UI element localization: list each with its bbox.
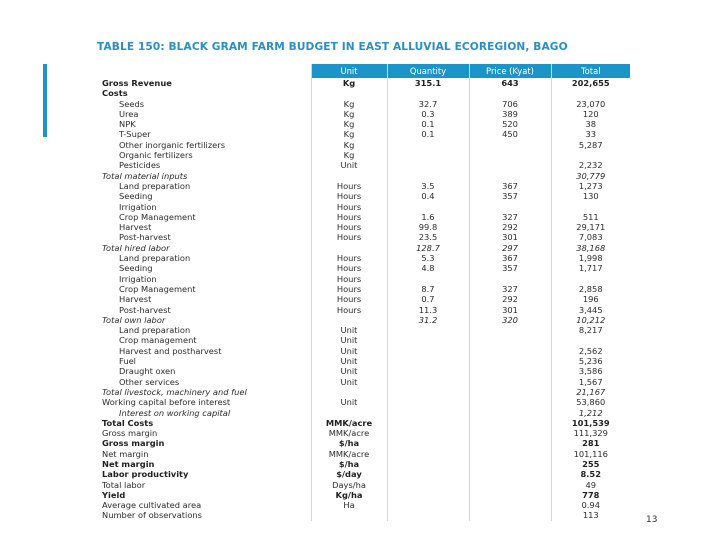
accent-bar	[43, 64, 47, 137]
row-price: 706	[469, 99, 551, 109]
row-label: Irrigation	[119, 273, 157, 284]
row-unit: Hours	[311, 181, 387, 191]
row-price	[469, 140, 551, 150]
row-price	[469, 346, 551, 356]
row-price: 327	[469, 284, 551, 294]
row-unit: Days/ha	[311, 480, 387, 490]
row-unit: Hours	[311, 222, 387, 232]
row-price	[469, 500, 551, 510]
row-quantity	[387, 366, 469, 376]
table-row	[97, 346, 630, 356]
row-quantity: 32.7	[387, 99, 469, 109]
row-unit: MMK/acre	[311, 418, 387, 428]
row-unit: Hours	[311, 294, 387, 304]
row-price: 327	[469, 212, 551, 222]
row-price	[469, 510, 551, 520]
row-total: 1,567	[551, 377, 630, 387]
row-total: 8.52	[551, 469, 630, 479]
row-label: T-Super	[119, 129, 151, 140]
row-quantity	[387, 335, 469, 345]
row-total	[551, 335, 630, 345]
row-unit	[311, 510, 387, 520]
row-quantity: 4.8	[387, 263, 469, 273]
table-row	[97, 232, 630, 242]
row-label: Total own labor	[102, 314, 166, 325]
table-row	[97, 171, 630, 181]
row-price	[469, 459, 551, 469]
row-label: Draught oxen	[119, 366, 176, 377]
row-quantity	[387, 387, 469, 397]
row-unit: Hours	[311, 202, 387, 212]
row-quantity	[387, 356, 469, 366]
row-unit: Hours	[311, 274, 387, 284]
table-row	[97, 335, 630, 345]
row-label: Land preparation	[119, 325, 191, 336]
table-row	[97, 510, 630, 520]
table-header-row	[97, 64, 630, 78]
row-label: Urea	[119, 108, 139, 119]
table-row	[97, 253, 630, 263]
row-unit: Unit	[311, 377, 387, 387]
row-quantity	[387, 449, 469, 459]
row-label: Average cultivated area	[102, 500, 202, 511]
table-row	[97, 129, 630, 139]
row-unit	[311, 243, 387, 253]
row-quantity	[387, 469, 469, 479]
row-price	[469, 469, 551, 479]
row-label: Net margin	[102, 448, 149, 459]
row-total: 1,998	[551, 253, 630, 263]
table-row	[97, 418, 630, 428]
row-total: 7,083	[551, 232, 630, 242]
row-total: 29,171	[551, 222, 630, 232]
header-quantity: Quantity	[387, 64, 469, 78]
row-total: 8,217	[551, 325, 630, 335]
row-quantity	[387, 88, 469, 98]
row-label: Working capital before interest	[102, 397, 231, 408]
table-row	[97, 397, 630, 407]
row-total: 5,287	[551, 140, 630, 150]
row-label: Net margin	[102, 458, 155, 469]
row-label: Total labor	[102, 479, 146, 490]
row-price: 320	[469, 315, 551, 325]
row-price	[469, 335, 551, 345]
row-label: Total Costs	[102, 417, 154, 428]
row-total: 101,116	[551, 449, 630, 459]
row-total: 196	[551, 294, 630, 304]
row-unit	[311, 171, 387, 181]
row-quantity: 8.7	[387, 284, 469, 294]
row-quantity	[387, 418, 469, 428]
farm-budget-table	[97, 64, 630, 521]
row-price: 367	[469, 253, 551, 263]
row-unit: $/ha	[311, 438, 387, 448]
row-label: Land preparation	[119, 180, 191, 191]
row-total: 778	[551, 490, 630, 500]
row-price: 297	[469, 243, 551, 253]
row-label: Gross margin	[102, 428, 158, 439]
row-label: Harvest	[119, 294, 152, 305]
row-quantity	[387, 490, 469, 500]
row-quantity	[387, 171, 469, 181]
table-row	[97, 88, 630, 98]
row-price	[469, 160, 551, 170]
row-total: 2,232	[551, 160, 630, 170]
table-row	[97, 191, 630, 201]
row-unit: Unit	[311, 335, 387, 345]
row-total: 120	[551, 109, 630, 119]
row-label: Seeding	[119, 191, 153, 202]
row-quantity	[387, 140, 469, 150]
row-price: 357	[469, 191, 551, 201]
row-label: Other inorganic fertilizers	[119, 139, 226, 150]
row-price	[469, 366, 551, 376]
row-total: 511	[551, 212, 630, 222]
row-label: Pesticides	[119, 160, 161, 171]
row-unit	[311, 315, 387, 325]
row-total: 113	[551, 510, 630, 520]
header-unit: Unit	[311, 64, 387, 78]
table-row	[97, 160, 630, 170]
table-row	[97, 490, 630, 500]
row-quantity	[387, 459, 469, 469]
row-price	[469, 88, 551, 98]
row-price: 450	[469, 129, 551, 139]
row-quantity	[387, 397, 469, 407]
row-price	[469, 150, 551, 160]
row-quantity	[387, 150, 469, 160]
row-price: 292	[469, 294, 551, 304]
row-quantity	[387, 325, 469, 335]
row-price	[469, 377, 551, 387]
row-price	[469, 490, 551, 500]
row-quantity: 0.1	[387, 119, 469, 129]
row-total: 38	[551, 119, 630, 129]
table-row	[97, 366, 630, 376]
table-row	[97, 356, 630, 366]
row-total: 5,236	[551, 356, 630, 366]
table-row	[97, 150, 630, 160]
row-label: Harvest and postharvest	[119, 345, 222, 356]
row-unit: Unit	[311, 366, 387, 376]
row-price: 301	[469, 305, 551, 315]
row-total: 1,273	[551, 181, 630, 191]
row-price	[469, 449, 551, 459]
table-row	[97, 284, 630, 294]
row-label: Total hired labor	[102, 242, 170, 253]
row-quantity: 5.3	[387, 253, 469, 263]
row-total: 130	[551, 191, 630, 201]
table-row	[97, 377, 630, 387]
row-quantity: 0.4	[387, 191, 469, 201]
row-unit: Ha	[311, 500, 387, 510]
row-label: Seeding	[119, 263, 153, 274]
row-total	[551, 88, 630, 98]
row-total: 202,655	[551, 78, 630, 88]
table-row	[97, 274, 630, 284]
row-label: Post-harvest	[119, 232, 171, 243]
page-number: 13	[646, 515, 658, 525]
table-row	[97, 438, 630, 448]
table-row	[97, 387, 630, 397]
table-row	[97, 263, 630, 273]
row-price	[469, 274, 551, 284]
row-total: 281	[551, 438, 630, 448]
row-quantity: 315.1	[387, 78, 469, 88]
row-price	[469, 356, 551, 366]
row-label: Gross Revenue	[102, 78, 172, 88]
row-quantity: 1.6	[387, 212, 469, 222]
row-total: 1,212	[551, 408, 630, 418]
header-price: Price (Kyat)	[469, 64, 551, 78]
row-quantity: 0.3	[387, 109, 469, 119]
row-unit: Hours	[311, 191, 387, 201]
row-label: Number of observations	[102, 510, 202, 521]
row-total: 255	[551, 459, 630, 469]
table-row	[97, 305, 630, 315]
table-row	[97, 99, 630, 109]
row-label: Other services	[119, 376, 180, 387]
row-price	[469, 387, 551, 397]
row-total: 10,212	[551, 315, 630, 325]
row-quantity	[387, 377, 469, 387]
row-unit: Hours	[311, 284, 387, 294]
row-unit: Hours	[311, 212, 387, 222]
row-unit: Kg	[311, 109, 387, 119]
row-label: Total material inputs	[102, 170, 188, 181]
row-total	[551, 274, 630, 284]
table-row	[97, 428, 630, 438]
row-total: 38,168	[551, 243, 630, 253]
row-quantity	[387, 160, 469, 170]
row-label: Land preparation	[119, 253, 191, 264]
row-label: Labor productivity	[102, 469, 189, 480]
row-unit	[311, 408, 387, 418]
row-price	[469, 397, 551, 407]
row-total: 49	[551, 480, 630, 490]
table-row	[97, 78, 630, 88]
row-quantity	[387, 408, 469, 418]
row-label: Crop Management	[119, 283, 196, 294]
row-quantity: 99.8	[387, 222, 469, 232]
row-unit: Unit	[311, 160, 387, 170]
row-quantity	[387, 274, 469, 284]
row-label: Crop Management	[119, 211, 196, 222]
row-unit: MMK/acre	[311, 449, 387, 459]
table-row	[97, 243, 630, 253]
row-unit: Unit	[311, 397, 387, 407]
row-quantity: 128.7	[387, 243, 469, 253]
row-total: 2,858	[551, 284, 630, 294]
row-unit	[311, 88, 387, 98]
table-row	[97, 408, 630, 418]
row-unit: Hours	[311, 305, 387, 315]
row-unit: Kg/ha	[311, 490, 387, 500]
table-row	[97, 212, 630, 222]
row-total: 111,329	[551, 428, 630, 438]
row-price: 301	[469, 232, 551, 242]
table-row	[97, 469, 630, 479]
row-quantity	[387, 480, 469, 490]
row-quantity	[387, 428, 469, 438]
table-row	[97, 109, 630, 119]
row-label: Yield	[102, 489, 126, 500]
row-unit: Kg	[311, 78, 387, 88]
table-body	[97, 78, 630, 521]
row-quantity: 3.5	[387, 181, 469, 191]
row-price	[469, 428, 551, 438]
row-total: 2,562	[551, 346, 630, 356]
row-price	[469, 438, 551, 448]
row-unit: $/day	[311, 469, 387, 479]
farm-budget-table-container	[97, 64, 630, 521]
row-total: 33	[551, 129, 630, 139]
row-price: 357	[469, 263, 551, 273]
row-label: Organic fertilizers	[119, 150, 193, 161]
table-row	[97, 140, 630, 150]
row-total	[551, 202, 630, 212]
table-row	[97, 449, 630, 459]
row-unit: Hours	[311, 232, 387, 242]
table-row	[97, 119, 630, 129]
row-price	[469, 418, 551, 428]
row-price	[469, 325, 551, 335]
row-price: 367	[469, 181, 551, 191]
row-total	[551, 150, 630, 160]
header-total: Total	[551, 64, 630, 78]
row-total: 53,860	[551, 397, 630, 407]
row-price	[469, 408, 551, 418]
row-unit: Unit	[311, 356, 387, 366]
table-row	[97, 181, 630, 191]
row-quantity	[387, 510, 469, 520]
row-quantity: 23.5	[387, 232, 469, 242]
row-quantity	[387, 438, 469, 448]
row-price	[469, 480, 551, 490]
table-row	[97, 459, 630, 469]
row-unit: Kg	[311, 129, 387, 139]
row-label: Gross margin	[102, 438, 165, 449]
row-price: 292	[469, 222, 551, 232]
row-label: Costs	[102, 88, 128, 99]
row-unit: MMK/acre	[311, 428, 387, 438]
row-quantity: 31.2	[387, 315, 469, 325]
row-price: 389	[469, 109, 551, 119]
table-row	[97, 315, 630, 325]
table-title: TABLE 150: BLACK GRAM FARM BUDGET IN EAST ALLUVIAL ECOREGION, BAGO	[97, 41, 568, 53]
row-label: Post-harvest	[119, 304, 171, 315]
row-price: 520	[469, 119, 551, 129]
row-unit: Kg	[311, 140, 387, 150]
row-label: Fuel	[119, 356, 136, 367]
row-unit: Kg	[311, 99, 387, 109]
row-unit: Hours	[311, 253, 387, 263]
row-unit: Unit	[311, 325, 387, 335]
row-label: Harvest	[119, 222, 152, 233]
row-unit	[311, 387, 387, 397]
row-price	[469, 202, 551, 212]
header-blank-cell	[97, 64, 311, 78]
table-row	[97, 325, 630, 335]
row-quantity: 0.1	[387, 129, 469, 139]
row-total: 3,445	[551, 305, 630, 315]
row-price: 643	[469, 78, 551, 88]
row-quantity: 11.3	[387, 305, 469, 315]
row-unit: Unit	[311, 346, 387, 356]
row-total: 1,717	[551, 263, 630, 273]
row-quantity	[387, 346, 469, 356]
row-quantity	[387, 500, 469, 510]
row-unit: Kg	[311, 119, 387, 129]
row-total: 3,586	[551, 366, 630, 376]
row-quantity: 0.7	[387, 294, 469, 304]
row-quantity	[387, 202, 469, 212]
row-label: Irrigation	[119, 201, 157, 212]
row-total: 0.94	[551, 500, 630, 510]
row-unit: $/ha	[311, 459, 387, 469]
row-unit: Kg	[311, 150, 387, 160]
row-label: Total livestock, machinery and fuel	[102, 386, 247, 397]
row-total: 23,070	[551, 99, 630, 109]
row-total: 21,167	[551, 387, 630, 397]
row-label: Crop management	[119, 335, 197, 346]
row-label: Seeds	[119, 98, 145, 109]
row-price	[469, 171, 551, 181]
row-total: 101,539	[551, 418, 630, 428]
row-total: 30,779	[551, 171, 630, 181]
table-row	[97, 294, 630, 304]
table-row	[97, 202, 630, 212]
row-label: NPK	[119, 119, 136, 130]
table-row	[97, 500, 630, 510]
row-unit: Hours	[311, 263, 387, 273]
row-label: Interest on working capital	[119, 407, 231, 418]
table-row	[97, 222, 630, 232]
table-row	[97, 480, 630, 490]
